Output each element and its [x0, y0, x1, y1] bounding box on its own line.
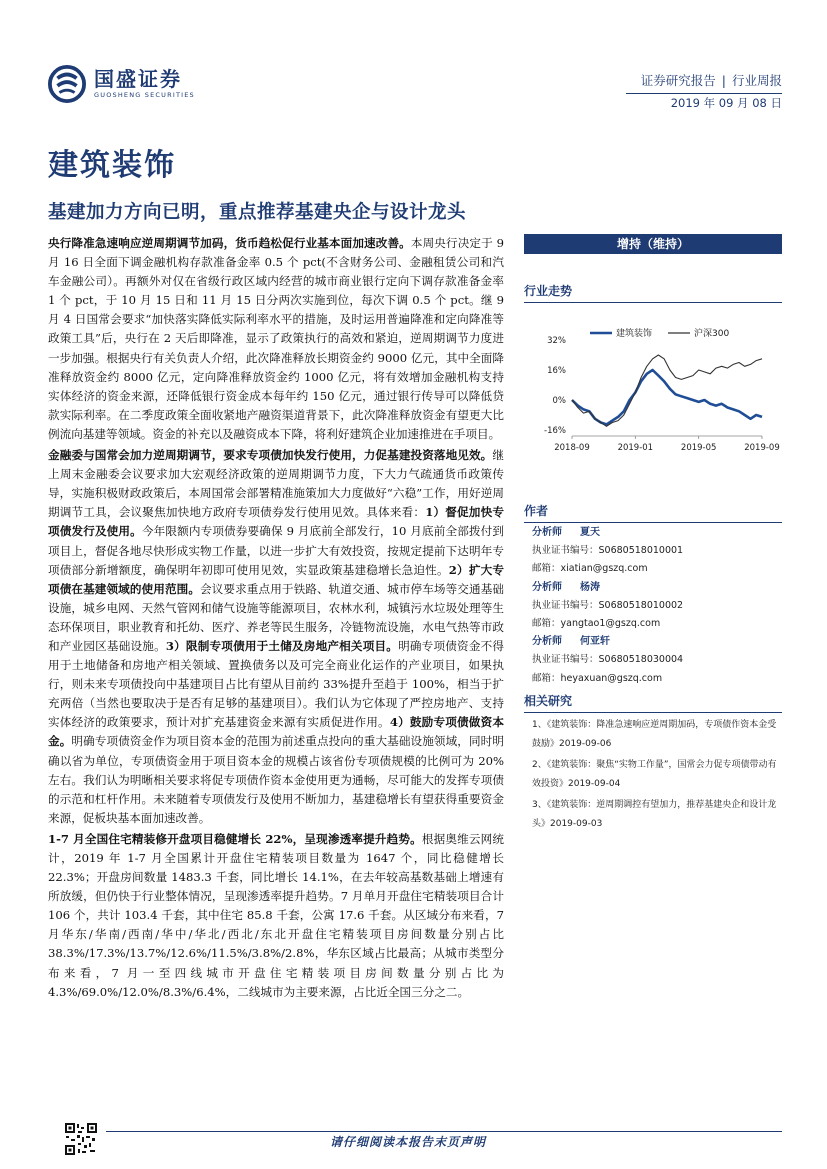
- trend-section-title: 行业走势: [524, 282, 782, 303]
- point-lead: 3）限制专项债用于土储及房地产相关项目。: [165, 638, 399, 653]
- author-entry: [532, 579, 782, 634]
- point-text: 今年限额内专项债券要确保 9 月底前全部发行，10 月底前全部拨付到项目上，督促各地尽快形成实物工作量，以进一步扩大有效投资，按规定提前下达明年专项债部分新增额度，确保明年初即可使用见效，实显政策基建稳增长急迫性。: [48, 524, 504, 577]
- x-tick-label: 2019-09: [744, 443, 780, 453]
- report-body: [48, 234, 504, 1004]
- paragraph-lead: 1-7 月全国住宅精装修开盘项目稳健增长 22%，呈现渗透率提升趋势。: [48, 831, 422, 846]
- footer-divider: [106, 1131, 782, 1132]
- author-section-title: 作者: [524, 502, 782, 523]
- author-license: 执业证书编号：S0680518010001: [532, 545, 684, 557]
- author-email[interactable]: 邮箱：xiatian@gszq.com: [532, 563, 648, 575]
- related-list: [532, 716, 782, 836]
- sector-title: 建筑装饰: [48, 148, 176, 183]
- paragraph-text: 继上周末金融委会议要求加大宏观经济政策的逆周期调节力度，下大力气疏通货币政策传导，实施积极财政政策后，本周国常会部署精准施策加大力度做好“六稳”工作，用好逆周期调节工具，会议聚焦加快地方政府专项债券发行使用见效。具体来看：: [48, 448, 504, 520]
- author-entry: [532, 524, 782, 579]
- author-role: 分析师: [532, 636, 562, 648]
- paragraph-decoration-projects: [48, 830, 504, 1002]
- author-license: 执业证书编号：S0680518010002: [532, 599, 684, 611]
- related-report-link[interactable]: 3、《建筑装饰：逆周期调控有望加力，推荐基建央企和设计龙头》2019-09-03: [532, 800, 777, 829]
- point-lead: 1）督促加快专项债发行及使用。: [48, 505, 504, 539]
- paragraph-special-bonds: [48, 446, 504, 828]
- y-tick-label: 0%: [552, 396, 566, 406]
- point-text: 明确专项债资金不得用于土地储备和房地产相关领域、置换债务以及可完全商业化运作的产业项目，如果执行，则未来专项债投向中基建项目占比有望从目前约 33%提升至趋于 100%，相当于扩充两倍（当然也要取决于是否有足够的基建项目）。我们认为它体现了严控房地产、支持实体经济的政策要求，预计对扩充基建资金来源有实质促进作用。: [48, 638, 504, 730]
- series-line-sector: [572, 370, 762, 424]
- logo-english-name: GUOSHENG SECURITIES: [94, 91, 195, 99]
- industry-trend-chart: [524, 326, 782, 466]
- paragraph-lead: 央行降准急速响应逆周期调节加码，货币趋松促行业基本面加速改善。: [48, 236, 411, 250]
- paragraph-lead: 金融委与国常会加力逆周期调节，要求专项债加快发行使用，力促基建投资落地见效。: [48, 448, 493, 463]
- header-divider: [626, 93, 782, 94]
- point-text: 明确专项债资金作为项目资本金的范围为前述重点投向的重大基础设施领域，同时明确以省为单位，专项债资金用于项目资本金的规模占该省份专项债规模的比例可为 20%左右。我们认为明晰相关要求将促专项债作资本金使用更为通畅，尽可能大的发挥专项债的示范和杠杆作用。未来随着专项债发行及使用不断加力，基建稳增长有望获得重要资金来源，促板块基本面加速改善。: [48, 734, 504, 825]
- author-entry: [532, 633, 782, 688]
- author-list: [532, 524, 782, 688]
- legend-label: 建筑装饰: [616, 329, 653, 339]
- y-tick-label: 16%: [547, 366, 566, 376]
- author-name: 夏天: [580, 527, 600, 538]
- footer-disclaimer: 请仔细阅读本报告末页声明: [330, 1135, 487, 1149]
- author-email[interactable]: 邮箱：yangtao1@gszq.com: [532, 618, 661, 630]
- related-report-link[interactable]: 2、《建筑装饰：聚焦“实物工作量”，国常会力促专项债带动有效投资》2019-09-04: [532, 760, 777, 789]
- point-lead: 2）扩大专项债在基建领域的使用范围。: [48, 562, 504, 596]
- report-category-block: [641, 72, 782, 112]
- legend-label: 沪深300: [694, 329, 730, 339]
- author-license: 执业证书编号：S0680518030004: [532, 654, 684, 666]
- report-date: 2019 年 09 月 08 日: [670, 96, 782, 110]
- author-role: 分析师: [532, 581, 562, 593]
- paragraph-text: 本周央行决定于 9 月 16 日全面下调金融机构存款准备金率 0.5 个 pct(不含财务公司、金融租赁公司和汽车金融公司）。再额外对仅在省级行政区域内经营的城市商业银行定向下调存款准备金率 1 个 pct，于 10 月 15 日和 11 月 15 日分两次实施到位，每次下调 0.5 个 pct。继 9 月 4 日国常会要求“加快落实降低实际利率水平的措施，及时运用普遍降准和定向降准等政策工具”后，央行在 2 天后即降准，显示了政策执行的高效和紧迫，逆周期调节力度进一步加强。根据央行有关负责人介绍，此次降准释放长期资金约 9000 亿元，其中全面降准释放资金约 8000 亿元，定向降准释放资金约 1000 亿元，将有效增加金融机构支持实体经济的资金来源，还降低银行资金成本每年约 150 亿元，通过银行传导可以降低贷款实际利率。在二季度政策全面收紧地产融资渠道背景下，此次降准释放资金有望更大比例流向基建等领域。资金的补充以及融资成本下降，将利好建筑企业加速推进在手项目。: [48, 236, 504, 441]
- y-tick-label: -16%: [544, 426, 566, 436]
- x-tick-label: 2019-05: [680, 443, 717, 453]
- paragraph-rrr-cut: [48, 234, 504, 444]
- company-logo: [48, 64, 218, 104]
- x-tick-label: 2018-09: [554, 443, 590, 453]
- paragraph-text: 根据奥维云网统计，2019 年 1-7 月全国累计开盘住宅精装项目数量为 1647 个，同比稳健增长 22.3%；开盘房间数量 1483.3 千套，同比增长 14.1%，在去年较高基数基础上增速有所放缓，但仍快于行业整体情况，呈现渗透率提升趋势。7 月单月开盘住宅精装项目合计 106 个，共计 103.4 千套，其中住宅 85.8 千套，公寓 17.6 千套。从区域分布来看，7 月华东/华南/西南/华中/华北/西北/东北开盘住宅精装项目房间数量分别占比 38.3%/17.3%/13.7%/12.6%/11.5%/3.8%/2.8%，华东区域占比最高；从城市类型分布来看，7 月一至四线城市开盘住宅精装项目房间数量分别占比为 4.3%/69.0%/12.0%/8.3%/6.4%，二线城市为主要来源，占比近全国三分之二。: [48, 831, 504, 999]
- y-tick-label: 32%: [547, 336, 566, 346]
- logo-chinese-name: 国盛证券: [94, 67, 182, 91]
- series-line-index: [572, 355, 762, 426]
- chart-series: [572, 355, 762, 426]
- qr-code-icon: [64, 1122, 98, 1156]
- related-report-link[interactable]: 1、《建筑装饰：降准急速响应逆周期加码，专项债作资本金受鼓励》2019-09-06: [532, 720, 777, 749]
- related-section-title: 相关研究: [524, 692, 782, 713]
- author-name: 杨涛: [580, 581, 600, 593]
- chart-axes: [544, 336, 780, 453]
- x-tick-label: 2019-01: [617, 443, 654, 453]
- report-subtype: 行业周报: [731, 73, 782, 88]
- author-role: 分析师: [532, 527, 562, 538]
- rating-badge: 增持（维持）: [524, 234, 782, 254]
- report-headline: 基建加力方向已明，重点推荐基建央企与设计龙头: [48, 202, 467, 223]
- point-lead: 4）鼓励专项债做资本金。: [48, 715, 504, 749]
- report-type: 证券研究报告: [640, 73, 716, 88]
- logo-emblem-icon: [48, 65, 86, 103]
- sidebar: [524, 234, 782, 829]
- point-text: 会议要求重点用于铁路、轨道交通、城市停车场等交通基础设施，城乡电网、天然气管网和储气设施等能源项目，农林水利，城镇污水垃圾处理等生态环保项目，职业教育和托幼、医疗、养老等民生服务，冷链物流设施，水电气热等市政和产业园区基础设施。: [48, 581, 504, 653]
- author-name: 何亚轩: [580, 636, 610, 648]
- header-separator: |: [721, 73, 726, 88]
- chart-legend: [590, 327, 729, 339]
- author-email[interactable]: 邮箱：heyaxuan@gszq.com: [532, 672, 663, 684]
